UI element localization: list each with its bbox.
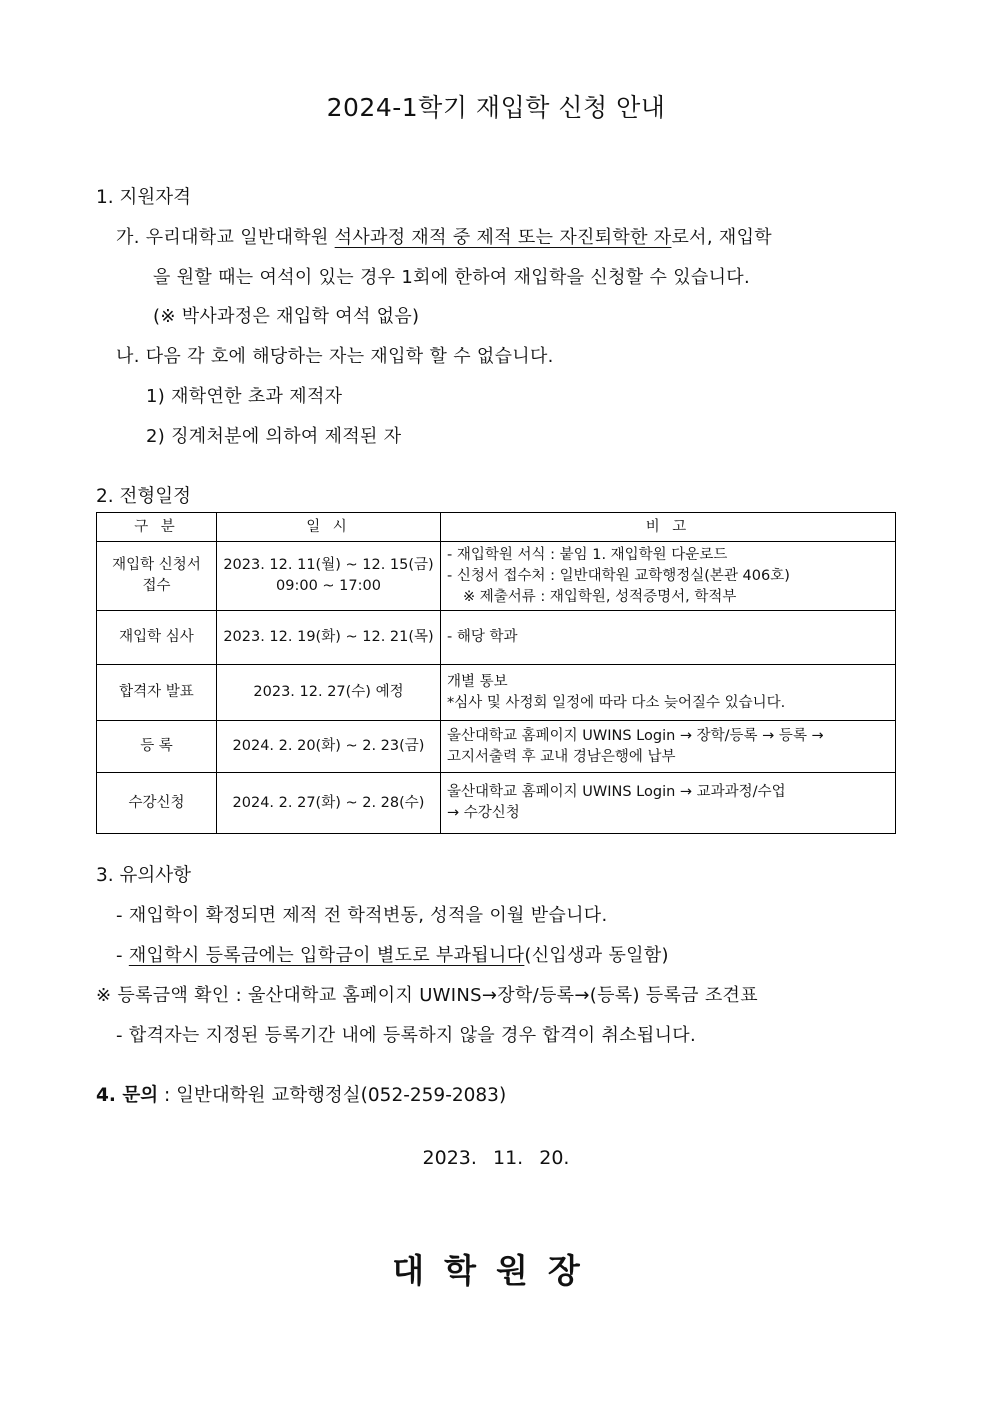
header-note: 비 고 bbox=[441, 513, 896, 542]
row-date: 2023. 12. 27(수) 예정 bbox=[217, 665, 441, 721]
category-line: 재입학 신청서 bbox=[112, 557, 201, 573]
section-1-heading: 1. 지원자격 bbox=[96, 187, 192, 208]
notice-line-4: - 합격자는 지정된 등록기간 내에 등록하지 않을 경우 합격이 취소됩니다. bbox=[116, 1025, 696, 1046]
note-line: 울산대학교 홈페이지 UWINS Login → 장학/등록 → 등록 → bbox=[447, 727, 824, 744]
qualification-na-item-2: 2) 징계처분에 의하여 제적된 자 bbox=[146, 426, 402, 447]
row-date: 2024. 2. 27(화) ~ 2. 28(수) bbox=[217, 773, 441, 834]
qualification-ga-note: (※ 박사과정은 재입학 여석 없음) bbox=[153, 306, 420, 327]
qualification-na-item-1: 1) 재학연한 초과 제적자 bbox=[146, 386, 343, 407]
header-date: 일 시 bbox=[217, 513, 441, 542]
table-row bbox=[97, 542, 896, 611]
qualification-na: 나. 다음 각 호에 해당하는 자는 재입학 할 수 없습니다. bbox=[116, 346, 554, 367]
row-category: 재입학 심사 bbox=[97, 611, 217, 665]
row-note: - 해당 학과 bbox=[441, 611, 896, 665]
table-row bbox=[97, 773, 896, 834]
row-category bbox=[97, 542, 217, 611]
date-line: 2023. 12. 11(월) ~ 12. 15(금) bbox=[223, 557, 434, 573]
note-line: ※ 제출서류 : 재입학원, 성적증명서, 학적부 bbox=[463, 588, 737, 605]
table-row bbox=[97, 665, 896, 721]
row-note bbox=[441, 721, 896, 773]
contact-text: : 일반대학원 교학행정실(052-259-2083) bbox=[158, 1085, 507, 1106]
notice-line-2-prefix: - bbox=[116, 945, 129, 966]
row-date: 2023. 12. 19(화) ~ 12. 21(목) bbox=[217, 611, 441, 665]
contact-label: 4. 문의 bbox=[96, 1085, 159, 1106]
notice-line-2-suffix: (신입생과 동일함) bbox=[524, 945, 669, 966]
notice-line-2-highlight: 재입학시 등록금에는 입학금이 별도로 부과됩니다 bbox=[128, 945, 525, 966]
schedule-table bbox=[96, 512, 896, 834]
table-header-row bbox=[97, 513, 896, 542]
row-category: 수강신청 bbox=[97, 773, 217, 834]
row-date bbox=[217, 542, 441, 611]
row-category: 등 록 bbox=[97, 721, 217, 773]
header-category: 구 분 bbox=[97, 513, 217, 542]
qualification-ga-line2: 을 원할 때는 여석이 있는 경우 1회에 한하여 재입학을 신청할 수 있습니다. bbox=[153, 267, 750, 288]
row-note bbox=[441, 542, 896, 611]
row-category: 합격자 발표 bbox=[97, 665, 217, 721]
notice-line-1: - 재입학이 확정되면 제적 전 학적변동, 성적을 이월 받습니다. bbox=[116, 905, 608, 926]
qualification-ga-suffix: 로서, 재입학 bbox=[671, 227, 772, 248]
table-row bbox=[97, 721, 896, 773]
note-line: → 수강신청 bbox=[447, 805, 520, 821]
row-note bbox=[441, 773, 896, 834]
row-date: 2024. 2. 20(화) ~ 2. 23(금) bbox=[217, 721, 441, 773]
qualification-ga-prefix: 가. 우리대학교 일반대학원 bbox=[116, 227, 335, 248]
category-line: 접수 bbox=[142, 578, 171, 594]
notice-line-2 bbox=[116, 941, 669, 967]
notice-line-3: ※ 등록금액 확인 : 울산대학교 홈페이지 UWINS→장학/등록→(등록) 등록금 조견표 bbox=[96, 985, 758, 1006]
contact-line bbox=[96, 1081, 506, 1107]
page-title: 2024-1학기 재입학 신청 안내 bbox=[326, 93, 666, 122]
note-line: 개별 통보 bbox=[447, 673, 508, 690]
note-line: - 신청서 접수처 : 일반대학원 교학행정실(본관 406호) bbox=[447, 567, 790, 584]
qualification-ga bbox=[116, 223, 772, 249]
note-line: 울산대학교 홈페이지 UWINS Login → 교과과정/수업 bbox=[447, 784, 786, 800]
note-line: 고지서출력 후 교내 경남은행에 납부 bbox=[447, 748, 676, 765]
date-line: 09:00 ~ 17:00 bbox=[276, 578, 381, 594]
section-3-heading: 3. 유의사항 bbox=[96, 865, 192, 886]
section-2-heading: 2. 전형일정 bbox=[96, 486, 192, 507]
table-row bbox=[97, 611, 896, 665]
issue-date: 2023. 11. 20. bbox=[422, 1147, 570, 1169]
note-line: - 재입학원 서식 : 붙임 1. 재입학원 다운로드 bbox=[447, 546, 728, 563]
qualification-ga-highlight: 석사과정 재적 중 제적 또는 자진퇴학한 자 bbox=[334, 227, 672, 248]
signature: 대학원장 bbox=[392, 1251, 600, 1290]
note-line: *심사 및 사정회 일정에 따라 다소 늦어질수 있습니다. bbox=[447, 694, 786, 711]
row-note bbox=[441, 665, 896, 721]
